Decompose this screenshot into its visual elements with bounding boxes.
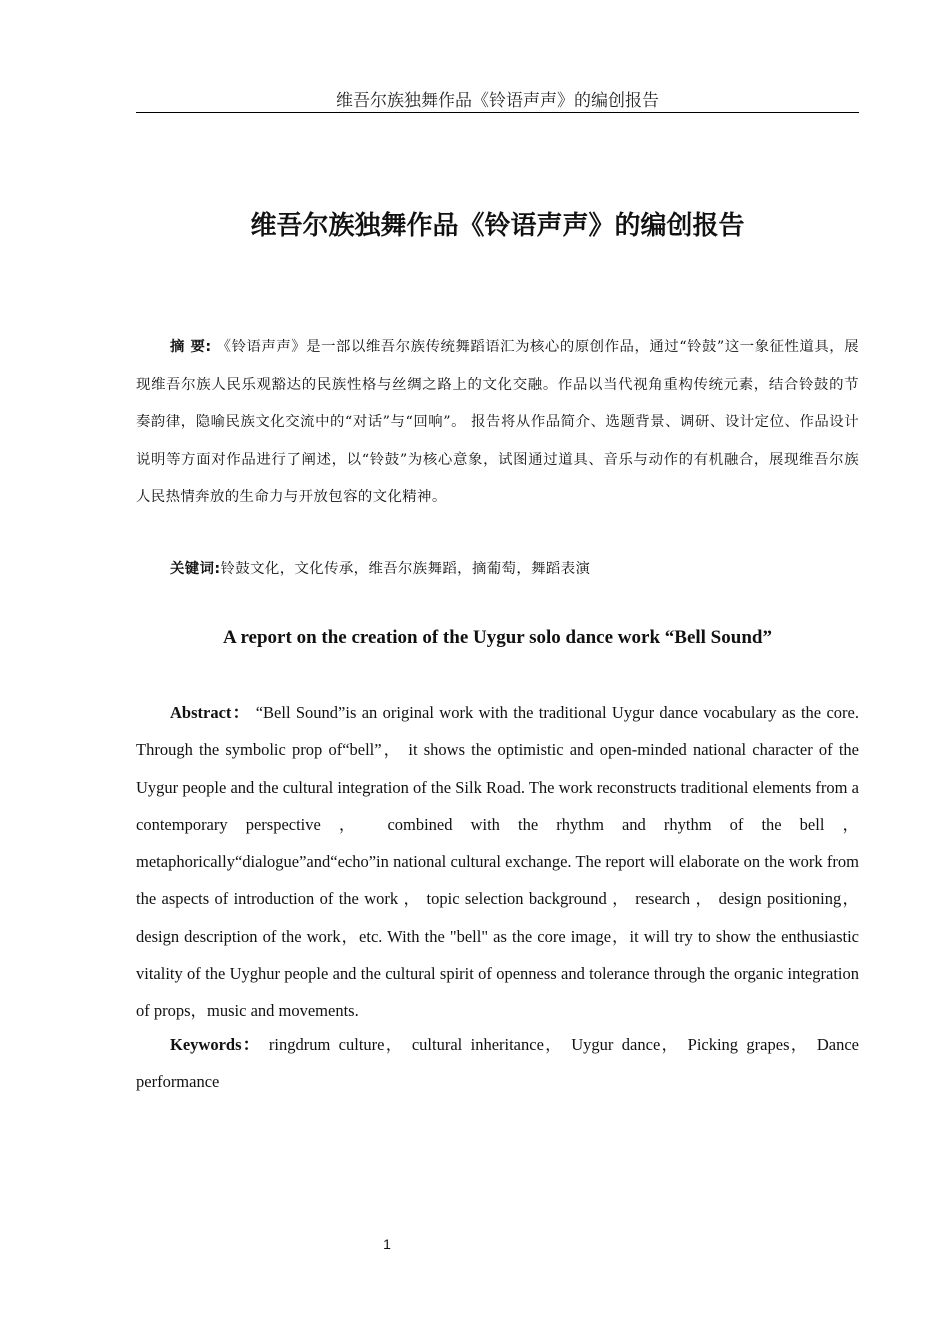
english-abstract <box>136 694 859 1030</box>
english-keywords <box>136 1026 859 1100</box>
english-keywords-text: ringdrum culture， cultural inheritance， Uygur dance， Picking grapes， Dance performance <box>136 1035 860 1091</box>
page-number: 1 <box>383 1236 391 1252</box>
chinese-abstract-label: 摘 要: <box>170 339 212 355</box>
english-abstract-text: “Bell Sound”is an original work with the traditional Uygur dance vocabulary as the core. Through the symbolic prop of“bell”， it shows the optimistic and open-minded national character of the Uygur people and the cultural integration of the Silk Road. The work reconstructs traditional elements from a contemporary perspective ， combined with the rhythm and rhythm of the bell ， metaphorically“dialogue”and“echo”in national cultural exchange. The report will elaborate on the work from the aspects of introduction of the work ， topic selection background ， research ， design positioning， design description of the work，etc. With the "bell" as the core image，it will try to show the enthusiastic vitality of the Uyghur people and the cultural spirit of openness and tolerance through the organic integration of props，music and movements. <box>136 703 859 1021</box>
chinese-keywords-text: 铃鼓文化，文化传承，维吾尔族舞蹈，摘葡萄，舞蹈表演 <box>220 561 591 577</box>
chinese-title: 维吾尔族独舞作品《铃语声声》的编创报告 <box>250 211 745 241</box>
english-abstract-label: Abstract： <box>170 703 251 722</box>
chinese-abstract <box>136 329 859 517</box>
english-title: A report on the creation of the Uygur solo dance work “Bell Sound” <box>223 627 772 648</box>
english-keywords-label: Keywords： <box>170 1035 261 1054</box>
chinese-keywords-label: 关键词: <box>170 561 221 577</box>
chinese-abstract-text: 《铃语声声》是一部以维吾尔族传统舞蹈语汇为核心的原创作品，通过“铃鼓”这一象征性道具，展现维吾尔族人民乐观豁达的民族性格与丝绸之路上的文化交融。作品以当代视角重构传统元素，结合铃鼓的节奏韵律，隐喻民族文化交流中的“对话”与“回响”。 报告将从作品简介、选题背景、调研、设计定位、作品设计说明等方面对作品进行了阐述，以“铃鼓”为核心意象，试图通过道具、音乐与动作的有机融合，展现维吾尔族人民热情奔放的生命力与开放包容的文化精神。 <box>136 339 859 505</box>
running-header: 维吾尔族独舞作品《铃语声声》的编创报告 <box>136 88 859 113</box>
chinese-keywords <box>136 552 859 586</box>
